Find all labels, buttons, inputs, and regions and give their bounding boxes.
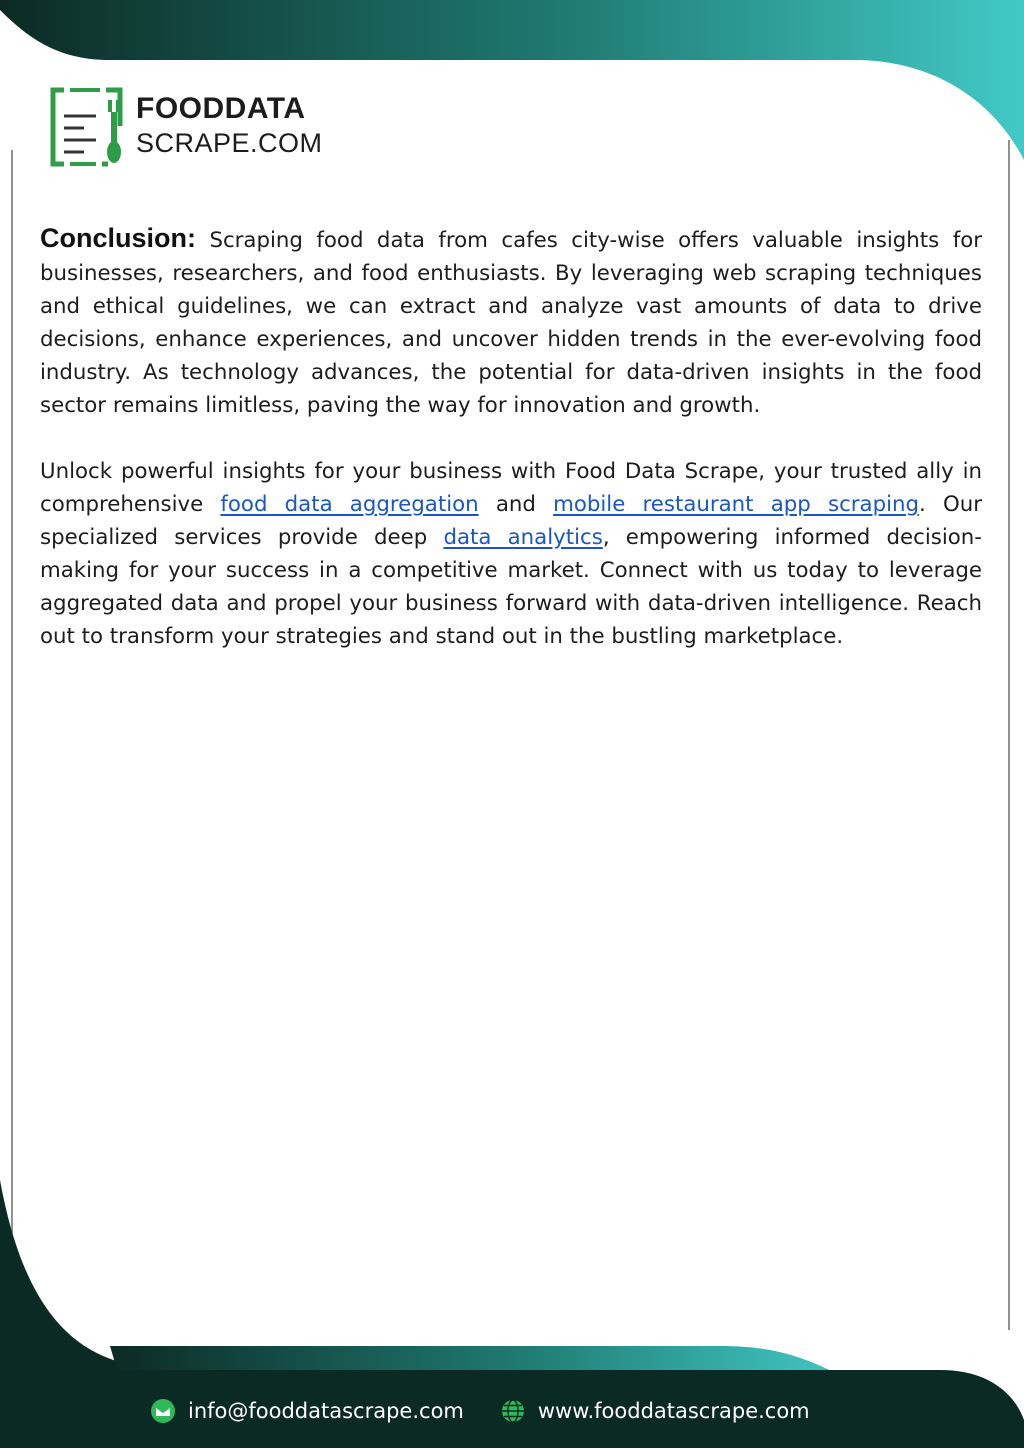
- footer-website[interactable]: [500, 1398, 810, 1424]
- conclusion-heading: Conclusion:: [40, 223, 196, 253]
- email-check-icon: [150, 1398, 176, 1424]
- food-data-aggregation-link[interactable]: food data aggregation: [220, 492, 479, 517]
- cta-text-2: and: [478, 492, 554, 517]
- cta-paragraph: [40, 455, 982, 653]
- conclusion-paragraph: [40, 222, 982, 422]
- logo-text-bottom: SCRAPE.COM: [136, 128, 323, 158]
- mobile-restaurant-app-scraping-link[interactable]: mobile restaurant app scraping: [553, 492, 920, 517]
- cta-text-1: Unlock powerful insights for your business with Food Data Scrape, your trusted ally in comprehensive: [40, 459, 982, 517]
- footer-email[interactable]: [150, 1398, 464, 1424]
- website-text: www.fooddatascrape.com: [537, 1399, 810, 1423]
- footer-contact: [150, 1394, 810, 1428]
- logo-text-top: FOODDATA: [136, 92, 306, 125]
- globe-icon: [500, 1398, 526, 1424]
- cta-text-3: . Our specialized services provide deep: [40, 492, 982, 550]
- brand-logo: [50, 86, 350, 170]
- logo-menu-icon: [50, 86, 130, 170]
- conclusion-text: Scraping food data from cafes city-wise offers valuable insights for businesses, researchers, and food enthusiasts. By leveraging web scraping techniques and ethical guidelines, we can extract and analyze vast amounts of data to drive decisions, enhance experiences, and uncover hidden trends in the ever-evolving food industry. As technology advances, the potential for data-driven insights in the food sector remains limitless, paving the way for innovation and growth.: [40, 228, 982, 418]
- email-text: info@fooddatascrape.com: [188, 1399, 464, 1423]
- bottom-left-curve: [0, 1180, 120, 1448]
- data-analytics-link[interactable]: data analytics: [443, 525, 603, 550]
- cta-text-4: , empowering informed decision-making for your success in a competitive market. Connect with us today to leverage aggregated data and propel your business forward with data-driven intelligence. Reach out to transform your strategies and stand out in the bustling marketplace.: [40, 525, 982, 649]
- main-content: [40, 222, 982, 653]
